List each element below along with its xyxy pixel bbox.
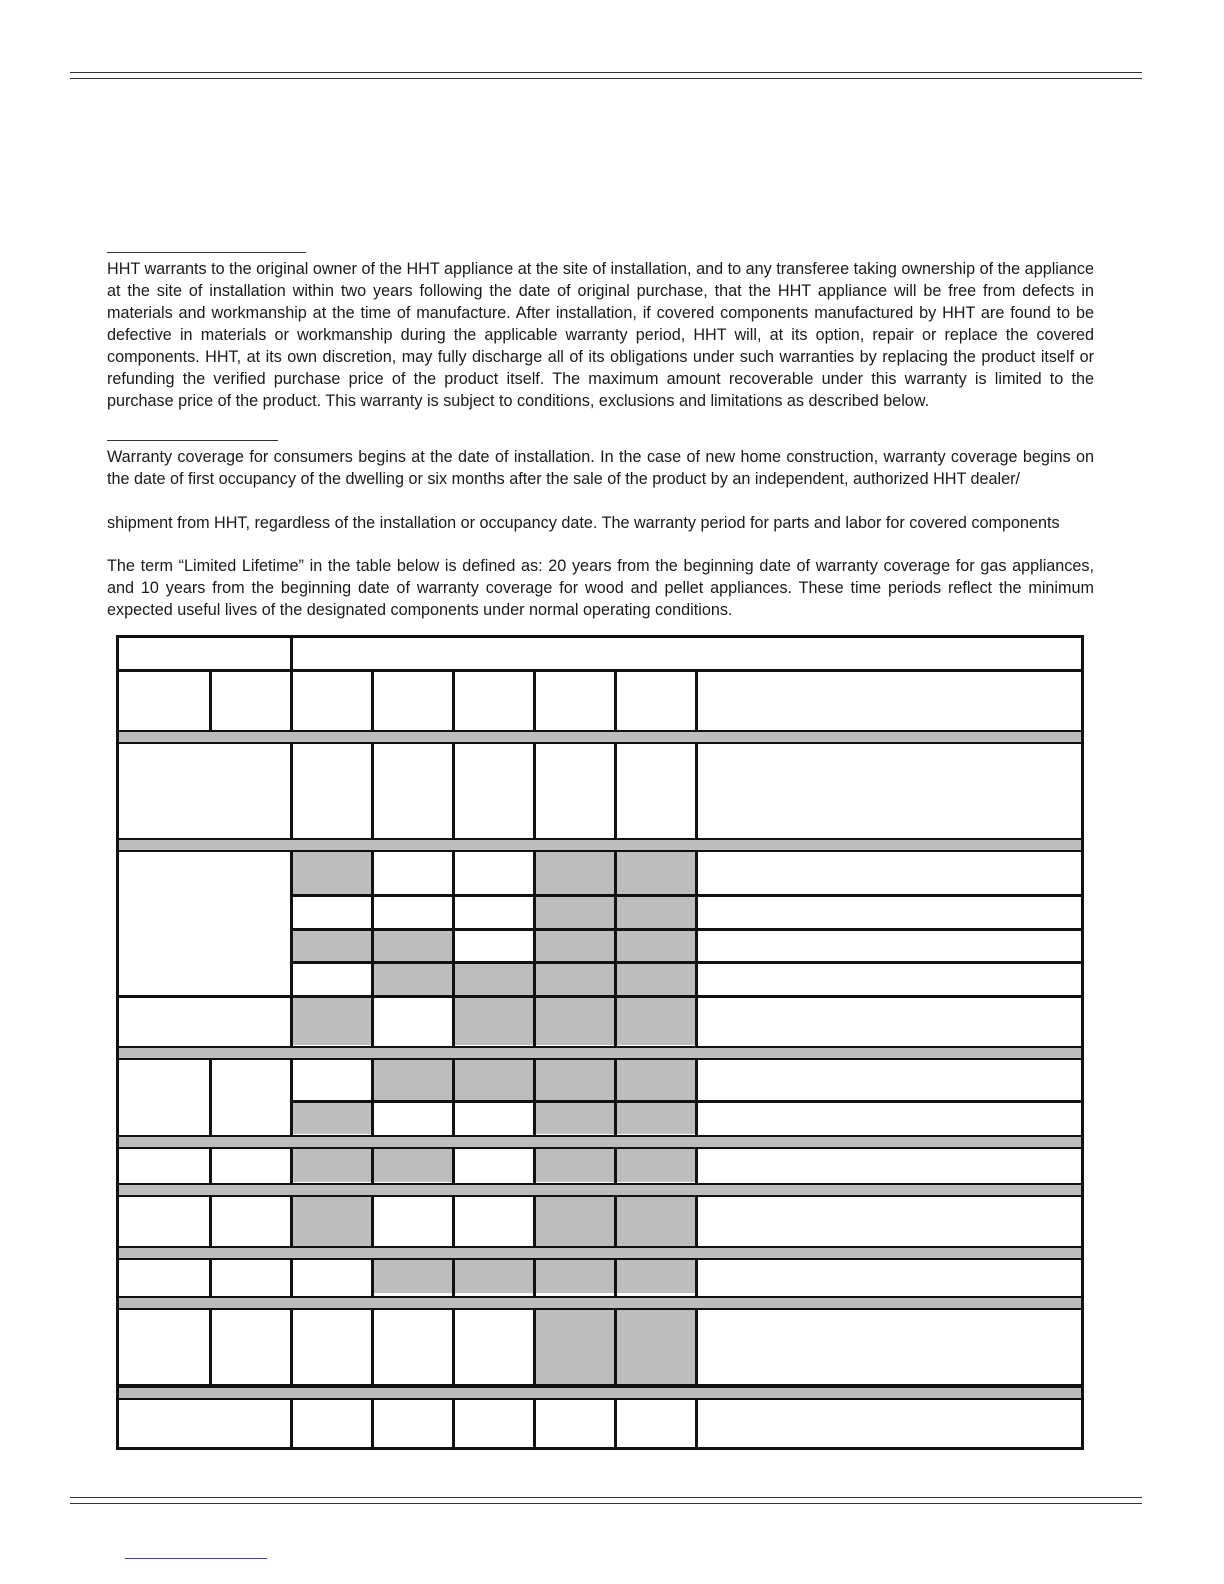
coverage-start-paragraph: Warranty coverage for consumers begins at the date of installation. In the case of new home construction, warranty coverage begins on the date of first occupancy of the dwelling or six months after the sale of the product by an independent, authorized HHT dealer/ <box>107 448 1094 488</box>
warranty-intro-paragraph: HHT warrants to the original owner of the HHT appliance at the site of installation, and to any transferee taking ownership of the appliance at the site of installation within two years following the date of original purchase, that the HHT appliance will be free from defects in materials and workmanship at the time of manufacture. After installation, if covered components manufactured by HHT are found to be defective in materials or workmanship during the applicable warranty period, HHT will, at its option, repair or replace the covered components. HHT, at its own discretion, may fully discharge all of its obligations under such warranties by replacing the product itself or refunding the verified purchase price of the product itself. The maximum amount recoverable under this warranty is limited to the purchase price of the product. This warranty is subject to conditions, exclusions and limitations as described below. <box>107 260 1094 410</box>
warranty-table <box>116 635 1084 1450</box>
shipment-line: shipment from HHT, regardless of the installation or occupancy date. The warranty period for parts and labor for covered components <box>107 514 1060 532</box>
limited-lifetime-paragraph: The term “Limited Lifetime” in the table below is defined as: 20 years from the beginning date of warranty coverage for gas appliances, and 10 years from the beginning date of warranty coverage for wood and pellet appliances. These time periods reflect the minimum expected useful lives of the designated components under normal operating conditions. <box>107 557 1094 619</box>
footer-rule-bottom <box>70 1503 1142 1504</box>
footer-rule-top <box>70 1497 1142 1498</box>
section-heading-underline <box>107 440 278 441</box>
footer-link-underline[interactable] <box>125 1558 267 1559</box>
header-rule-bottom <box>70 78 1142 79</box>
section-heading-underline <box>107 252 306 253</box>
header-rule-top <box>70 72 1142 73</box>
table-outer-border <box>116 635 1084 1450</box>
